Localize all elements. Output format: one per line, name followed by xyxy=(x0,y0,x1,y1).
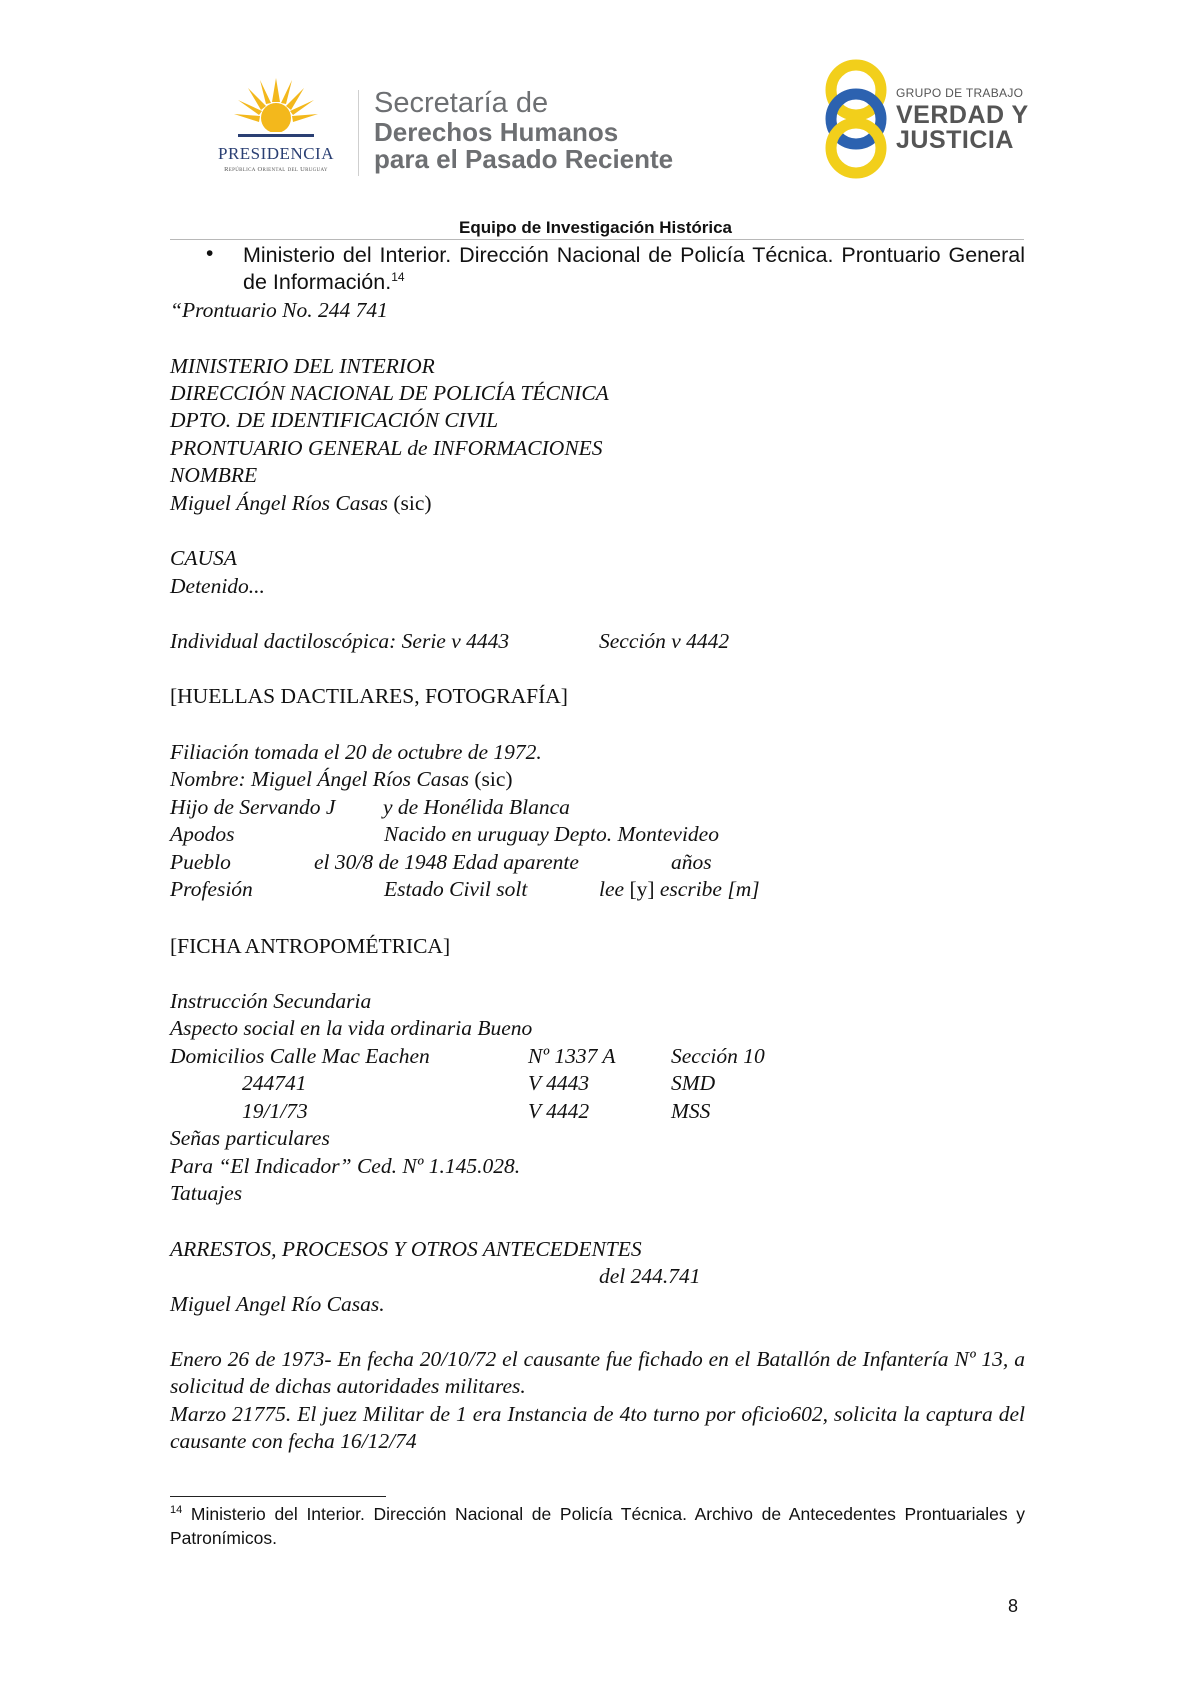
rings-icon xyxy=(822,56,894,182)
hijo-de: Hijo de Servando J xyxy=(170,795,336,819)
footnote-number: 14 xyxy=(170,1504,183,1517)
row1-col2: V 4443 xyxy=(528,1071,590,1095)
secretaria-line-1: Secretaría de xyxy=(374,87,549,119)
row2-col2: V 4442 xyxy=(528,1099,590,1123)
team-title: Equipo de Investigación Histórica xyxy=(459,218,732,237)
profesion-label: Profesión xyxy=(170,877,253,901)
instruccion-line: Instrucción Secundaria xyxy=(170,989,372,1013)
arrestos-ref: del 244.741 xyxy=(599,1264,701,1288)
filiacion-line: Filiación tomada el 20 de octubre de 1972. xyxy=(170,740,542,764)
presidencia-name: PRESIDENCIA xyxy=(217,144,334,163)
nombre-label: NOMBRE xyxy=(170,463,258,487)
senas-line: Señas particulares xyxy=(170,1126,330,1150)
pueblo-label: Pueblo xyxy=(170,850,231,874)
direccion-line: DIRECCIÓN NACIONAL DE POLICÍA TÉCNICA xyxy=(170,381,609,405)
arrestos-heading: ARRESTOS, PROCESOS Y OTROS ANTECEDENTES xyxy=(170,1237,642,1261)
enero-paragraph: Enero 26 de 1973- En fecha 20/10/72 el causante fue fichado en el Batallón de Infantería Nº 13, a solicitud de dichas autoridades militares. xyxy=(170,1347,1025,1398)
grupo-trabajo-label: GRUPO DE TRABAJO xyxy=(896,86,1024,100)
prontuario-number: “Prontuario No. 244 741 xyxy=(170,298,388,322)
escribe-label: escribe [m] xyxy=(659,877,760,901)
row1-col1: 244741 xyxy=(242,1071,307,1095)
seccion-line: Sección v 4442 xyxy=(599,629,730,653)
prontuario-general-line: PRONTUARIO GENERAL de INFORMACIONES xyxy=(170,436,603,460)
row2-col1: 19/1/73 xyxy=(242,1099,308,1123)
lee-y: [y] xyxy=(629,877,655,901)
nombre-value-line xyxy=(170,491,432,515)
aspecto-line: Aspecto social en la vida ordinaria Bueno xyxy=(170,1016,533,1040)
bullet-text: Ministerio del Interior. Dirección Nacional de Policía Técnica. Prontuario General de Información. xyxy=(243,243,1025,294)
dpto-line: DPTO. DE IDENTIFICACIÓN CIVIL xyxy=(170,408,499,432)
presidencia-logo xyxy=(196,78,356,178)
sun-icon xyxy=(234,78,318,144)
header-divider xyxy=(358,90,359,176)
verdad-justicia-logo xyxy=(822,56,1052,186)
causa-value: Detenido... xyxy=(170,574,265,598)
header-rule xyxy=(170,239,1024,240)
ministerio-line: MINISTERIO DEL INTERIOR xyxy=(170,354,435,378)
nombre2-line xyxy=(170,767,513,791)
row2-col3: MSS xyxy=(671,1099,711,1123)
estado-civil: Estado Civil solt xyxy=(384,877,528,901)
footnote-text: Ministerio del Interior. Dirección Nacional de Policía Técnica. Archivo de Antecedentes Prontuariales y Patronímicos. xyxy=(170,1504,1025,1548)
nombre2-value: Nombre: Miguel Ángel Ríos Casas xyxy=(170,767,469,791)
fecha-nacimiento: el 30/8 de 1948 Edad aparente xyxy=(314,850,579,874)
lee-escribe xyxy=(599,877,760,901)
apodos-label: Apodos xyxy=(170,822,235,846)
para-line: Para “El Indicador” Ced. Nº 1.145.028. xyxy=(170,1154,521,1178)
bullet-item xyxy=(243,242,1025,296)
individual-line: Individual dactiloscópica: Serie v 4443 xyxy=(170,629,510,653)
huellas-line: [HUELLAS DACTILARES, FOTOGRAFÍA] xyxy=(170,684,568,708)
page-number: 8 xyxy=(1008,1596,1019,1616)
marzo-paragraph: Marzo 21775. El juez Militar de 1 era Instancia de 4to turno por oficio602, solicita la captura del causante con fecha 16/12/74 xyxy=(170,1402,1025,1453)
footnote-rule xyxy=(170,1496,386,1497)
domicilio-numero: Nº 1337 A xyxy=(528,1044,616,1068)
nacido-line: Nacido en uruguay Depto. Montevideo xyxy=(384,822,719,846)
causa-label: CAUSA xyxy=(170,546,237,570)
sic-note: (sic) xyxy=(393,491,432,515)
secretaria-logotype xyxy=(374,88,673,173)
footnote xyxy=(170,1502,1025,1550)
anos-label: años xyxy=(671,850,712,874)
presidencia-subtitle: República Oriental del Uruguay xyxy=(224,166,328,173)
ficha-line: [FICHA ANTROPOMÉTRICA] xyxy=(170,934,451,958)
domicilios-line: Domicilios Calle Mac Eachen xyxy=(170,1044,430,1068)
sic-note-2: (sic) xyxy=(474,767,513,791)
nombre-value: Miguel Ángel Ríos Casas xyxy=(170,491,388,515)
row1-col3: SMD xyxy=(671,1071,716,1095)
justicia-label: JUSTICIA xyxy=(896,126,1014,154)
footnote-ref: 14 xyxy=(391,269,405,284)
lee-label: lee xyxy=(599,877,625,901)
tatuajes-line: Tatuajes xyxy=(170,1181,243,1205)
bullet-icon: • xyxy=(206,242,214,265)
miguel-line: Miguel Angel Río Casas. xyxy=(170,1292,385,1316)
secretaria-line-2: Derechos Humanos xyxy=(374,117,619,147)
secretaria-line-3: para el Pasado Reciente xyxy=(374,144,674,174)
verdad-label: VERDAD Y xyxy=(896,101,1029,129)
y-de: y de Honélida Blanca xyxy=(383,795,570,819)
seccion-10: Sección 10 xyxy=(671,1044,765,1068)
